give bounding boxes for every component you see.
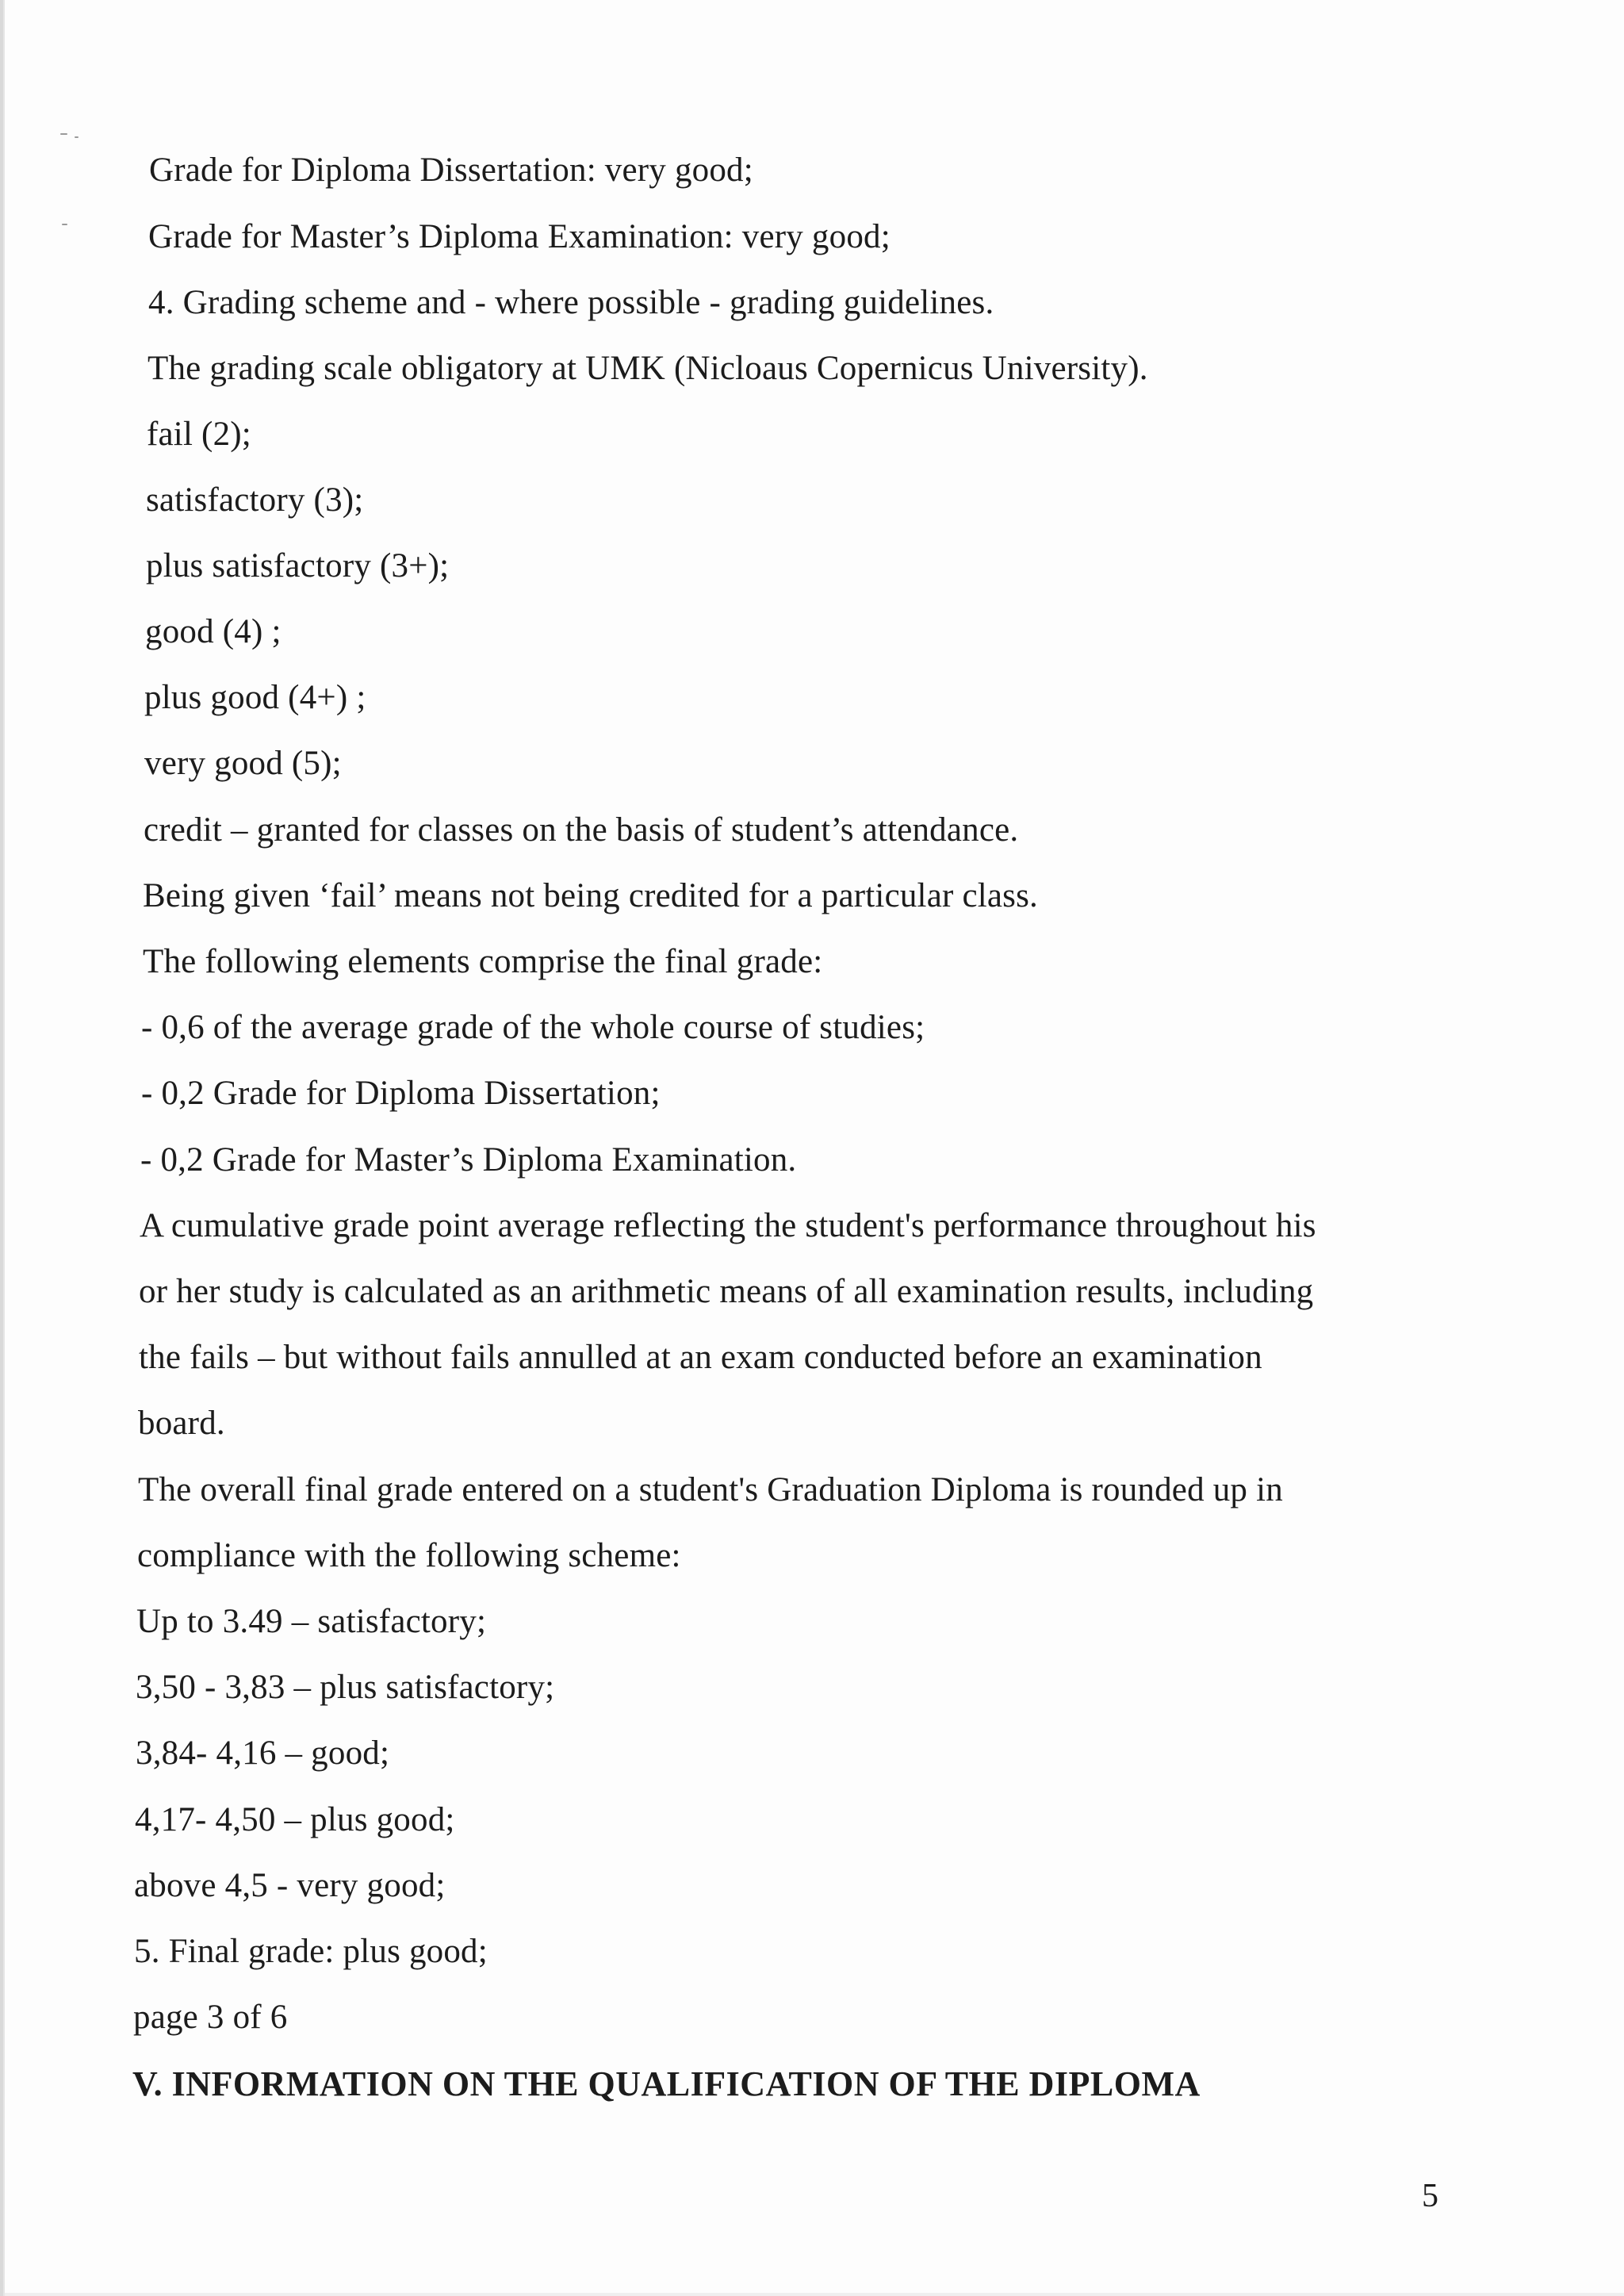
text-line-exam-grade: Grade for Master’s Diploma Examination: very good; — [148, 218, 891, 255]
text-line-final-grade-elements: The following elements comprise the final grade: — [143, 943, 823, 980]
scan-edge — [0, 0, 3, 2296]
text-line-cumulative-3: the fails – but without fails annulled at an exam conducted before an examination — [139, 1339, 1262, 1376]
text-line-satisfactory: satisfactory (3); — [146, 481, 364, 519]
page-number: 5 — [1422, 2178, 1438, 2214]
text-line-good: good (4) ; — [145, 613, 282, 650]
text-line-overall-grade-1: The overall final grade entered on a student's Graduation Diploma is rounded up in — [138, 1471, 1283, 1508]
text-line-final-grade: 5. Final grade: plus good; — [134, 1933, 488, 1970]
text-line-fail-meaning: Being given ‘fail’ means not being credited for a particular class. — [143, 877, 1038, 914]
scan-mark — [62, 224, 67, 225]
text-line-weight-dissertation: - 0,2 Grade for Diploma Dissertation; — [141, 1075, 661, 1112]
text-line-very-good: very good (5); — [144, 745, 342, 782]
text-line-dissertation-grade: Grade for Diploma Dissertation: very good; — [149, 151, 753, 189]
text-line-range-satisfactory: Up to 3.49 – satisfactory; — [136, 1603, 487, 1640]
text-line-weight-exam: - 0,2 Grade for Master’s Diploma Examination. — [140, 1141, 797, 1179]
text-line-range-plus-satisfactory: 3,50 - 3,83 – plus satisfactory; — [136, 1669, 555, 1706]
text-line-fail: fail (2); — [147, 416, 251, 453]
text-line-cumulative-4: board. — [138, 1405, 225, 1442]
text-line-range-good: 3,84- 4,16 – good; — [136, 1734, 390, 1772]
text-line-cumulative-2: or her study is calculated as an arithmetic means of all examination results, including — [139, 1273, 1314, 1310]
text-line-range-very-good: above 4,5 - very good; — [134, 1867, 446, 1904]
section-heading: V. INFORMATION ON THE QUALIFICATION OF THE DIPLOMA — [132, 2064, 1201, 2103]
text-line-range-plus-good: 4,17- 4,50 – plus good; — [135, 1801, 455, 1838]
scan-mark — [75, 136, 79, 138]
text-line-overall-grade-2: compliance with the following scheme: — [137, 1537, 681, 1574]
text-line-plus-good: plus good (4+) ; — [144, 679, 366, 716]
text-line-cumulative-1: A cumulative grade point average reflecting the student's performance throughout his — [140, 1207, 1316, 1244]
text-line-grading-scheme-title: 4. Grading scheme and - where possible - grading guidelines. — [148, 284, 994, 321]
text-line-grading-scale: The grading scale obligatory at UMK (Nicloaus Copernicus University). — [147, 350, 1148, 387]
text-line-credit: credit – granted for classes on the basis of student’s attendance. — [144, 811, 1019, 849]
text-line-weight-average: - 0,6 of the average grade of the whole course of studies; — [141, 1009, 925, 1046]
scan-mark — [60, 133, 67, 135]
text-line-plus-satisfactory: plus satisfactory (3+); — [146, 547, 450, 585]
text-line-page-count: page 3 of 6 — [133, 1999, 288, 2036]
